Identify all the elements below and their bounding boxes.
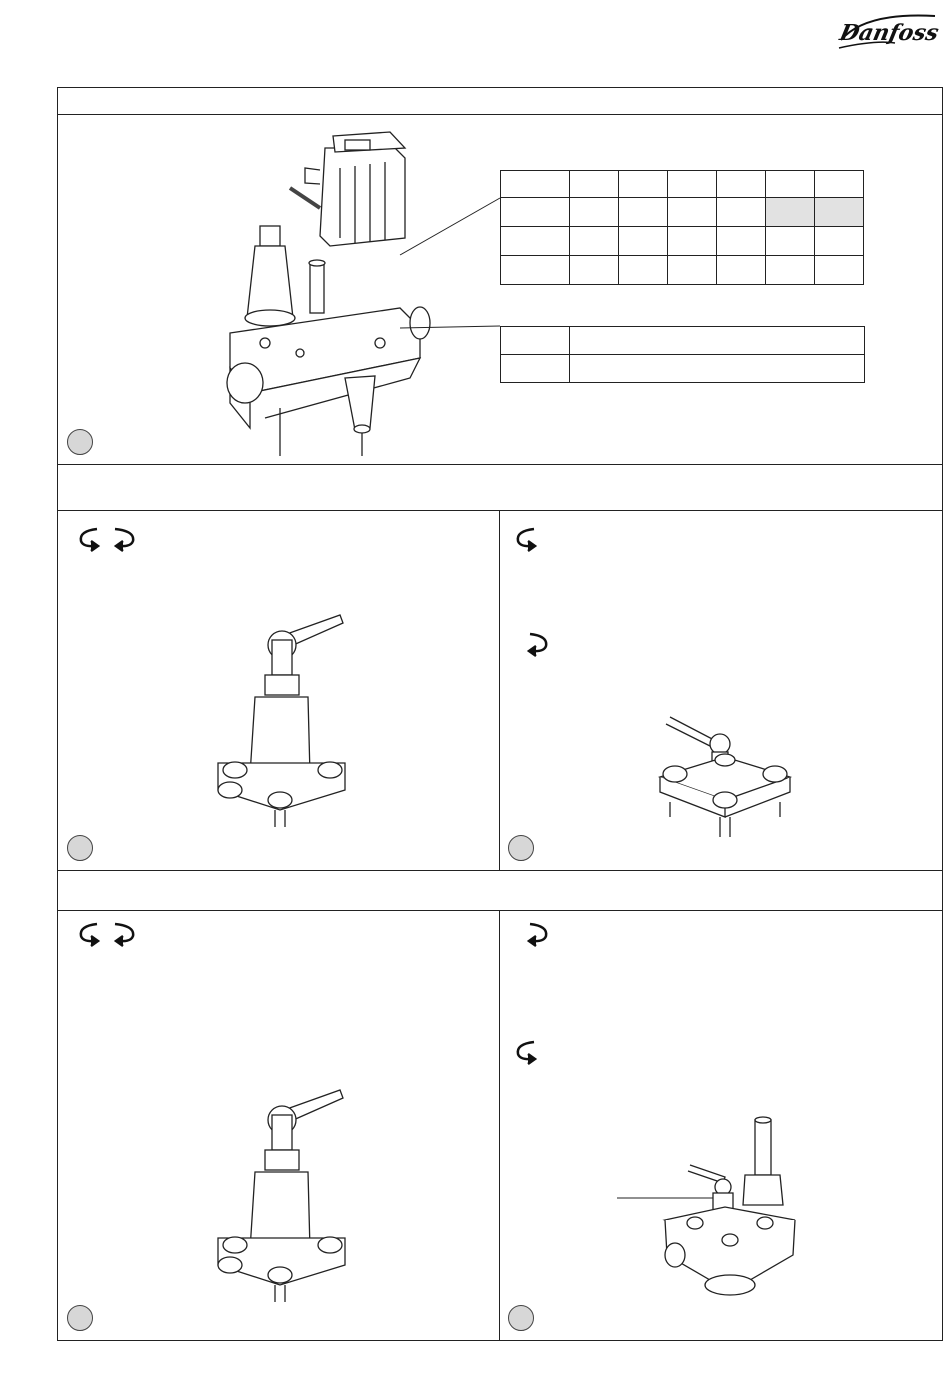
spec-cell-highlighted (815, 198, 864, 227)
spec-cell (668, 227, 717, 256)
section-divider (58, 870, 942, 871)
step-number-badge (67, 835, 93, 861)
rotate-both-directions-icon (75, 920, 145, 948)
valve-top-wrench-illustration (650, 712, 800, 842)
spec-cell (501, 227, 570, 256)
spec-cell (717, 256, 766, 285)
spec-cell (815, 256, 864, 285)
spec-cell (815, 171, 864, 198)
spec-cell (619, 198, 668, 227)
spec-cell (717, 227, 766, 256)
spec-cell (766, 256, 815, 285)
column-divider (499, 910, 500, 1340)
spec-cell (815, 227, 864, 256)
rotate-both-directions-icon (75, 525, 145, 553)
spec-cell (570, 171, 619, 198)
step-number-badge (67, 1305, 93, 1331)
spec-cell (619, 227, 668, 256)
leader-lines (395, 195, 505, 335)
spec-cell (766, 227, 815, 256)
spec-cell-highlighted (766, 198, 815, 227)
code-cell (501, 355, 570, 383)
code-cell (501, 327, 570, 355)
danfoss-logo (835, 10, 941, 50)
spec-cell (717, 171, 766, 198)
column-divider (499, 510, 500, 871)
spec-cell (668, 198, 717, 227)
spec-cell (570, 198, 619, 227)
valve-body-wrench-illustration (655, 1115, 805, 1315)
section-divider (58, 464, 942, 465)
spec-cell (619, 171, 668, 198)
section-divider (58, 510, 942, 511)
spec-cell (570, 256, 619, 285)
spec-cell (501, 256, 570, 285)
spec-cell (619, 256, 668, 285)
rotate-counterclockwise-icon (512, 1038, 552, 1066)
logo-wordmark: Danfoss (837, 20, 941, 46)
section-divider (58, 114, 942, 115)
step-number-badge (508, 1305, 534, 1331)
rotate-clockwise-icon (512, 630, 552, 658)
step-number-badge (67, 429, 93, 455)
code-table (500, 326, 865, 383)
step-number-badge (508, 835, 534, 861)
spec-table (500, 170, 864, 285)
spec-cell (501, 198, 570, 227)
spec-cell (570, 227, 619, 256)
code-cell (570, 327, 865, 355)
rotate-clockwise-icon (512, 920, 552, 948)
valve-wrench-illustration (210, 605, 360, 835)
spec-cell (766, 171, 815, 198)
rotate-counterclockwise-icon (512, 525, 552, 553)
spec-cell (668, 256, 717, 285)
section-divider (58, 910, 942, 911)
spec-cell (501, 171, 570, 198)
spec-cell (717, 198, 766, 227)
code-cell (570, 355, 865, 383)
valve-wrench-illustration (210, 1080, 360, 1310)
spec-cell (668, 171, 717, 198)
